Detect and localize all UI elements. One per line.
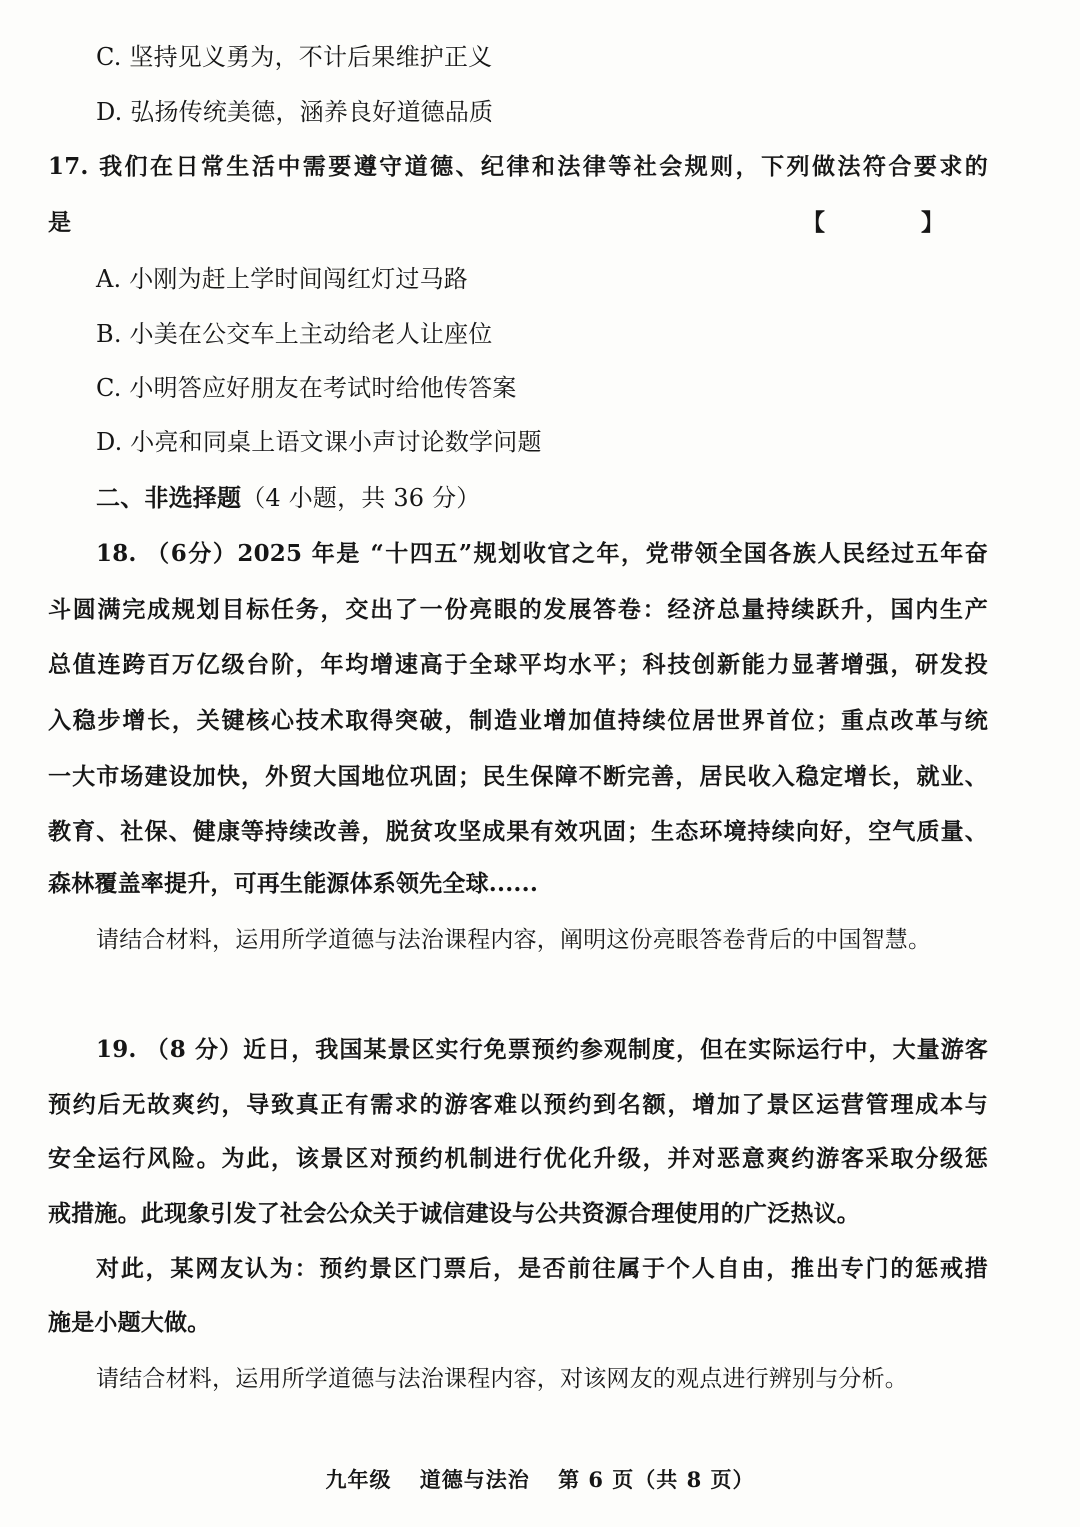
q18-line-2: 斗圆满完成规划目标任务，交出了一份亮眼的发展答卷：经济总量持续跃升，国内生产	[48, 596, 988, 623]
q19-prompt: 请结合材料，运用所学道德与法治课程内容，对该网友的观点进行辨别与分析。	[96, 1366, 908, 1392]
footer-page-number: 第 6 页（共 8 页）	[558, 1467, 755, 1492]
q17-stem-line-1: 17. 我们在日常生活中需要遵守道德、纪律和法律等社会规则，下列做法符合要求的	[48, 153, 988, 180]
q18-line-3: 总值连跨百万亿级台阶，年均增速高于全球平均水平；科技创新能力显著增强，研发投	[48, 651, 988, 678]
footer-grade: 九年级	[325, 1467, 392, 1492]
q19-line-4: 戒措施。此现象引发了社会公众关于诚信建设与公共资源合理使用的广泛热议。	[48, 1200, 860, 1227]
q18-line-5: 一大市场建设加快，外贸大国地位巩固；民生保障不断完善，居民收入稳定增长，就业、	[48, 763, 988, 790]
q17-stem-line-2: 是	[48, 209, 72, 236]
section-2-title: 二、非选择题	[96, 483, 242, 512]
q19-line-2: 预约后无故爽约，导致真正有需求的游客难以预约到名额，增加了景区运营管理成本与	[48, 1091, 988, 1118]
section-2-heading	[96, 481, 988, 515]
page-footer	[0, 1464, 1080, 1494]
section-2-meta: （4 小题，共 36 分）	[241, 484, 481, 512]
q16-option-d: D. 弘扬传统美德，涵养良好道德品质	[96, 98, 494, 126]
q16-option-c: C. 坚持见义勇为，不计后果维护正义	[96, 43, 493, 71]
q18-line-4: 入稳步增长，关键核心技术取得突破，制造业增加值持续位居世界首位；重点改革与统	[48, 707, 988, 734]
q18-line-7: 森林覆盖率提升，可再生能源体系领先全球......	[48, 870, 539, 897]
q19-line-3: 安全运行风险。为此，该景区对预约机制进行优化升级，并对恶意爽约游客采取分级惩	[48, 1145, 988, 1172]
q18-line-6: 教育、社保、健康等持续改善，脱贫攻坚成果有效巩固；生态环境持续向好，空气质量、	[48, 818, 988, 845]
q17-option-a: A. 小刚为赶上学时间闯红灯过马路	[96, 265, 468, 293]
q17-option-d: D. 小亮和同桌上语文课小声讨论数学问题	[96, 428, 542, 456]
footer-subject: 道德与法治	[419, 1467, 530, 1492]
q18-line-1: 18. （6分）2025 年是 “十四五”规划收官之年，党带领全国各族人民经过五年奋	[96, 540, 988, 567]
q19-view-line-2: 施是小题大做。	[48, 1309, 211, 1336]
q17-option-c: C. 小明答应好朋友在考试时给他传答案	[96, 374, 517, 402]
q17-option-b: B. 小美在公交车上主动给老人让座位	[96, 320, 493, 348]
q17-answer-bracket: 【 】	[801, 209, 988, 236]
q19-line-1: 19. （8 分）近日，我国某景区实行免票预约参观制度，但在实际运行中，大量游客	[96, 1036, 988, 1063]
q18-prompt: 请结合材料，运用所学道德与法治课程内容，阐明这份亮眼答卷背后的中国智慧。	[96, 927, 932, 953]
q19-view-line-1: 对此，某网友认为：预约景区门票后，是否前往属于个人自由，推出专门的惩戒措	[96, 1255, 988, 1282]
